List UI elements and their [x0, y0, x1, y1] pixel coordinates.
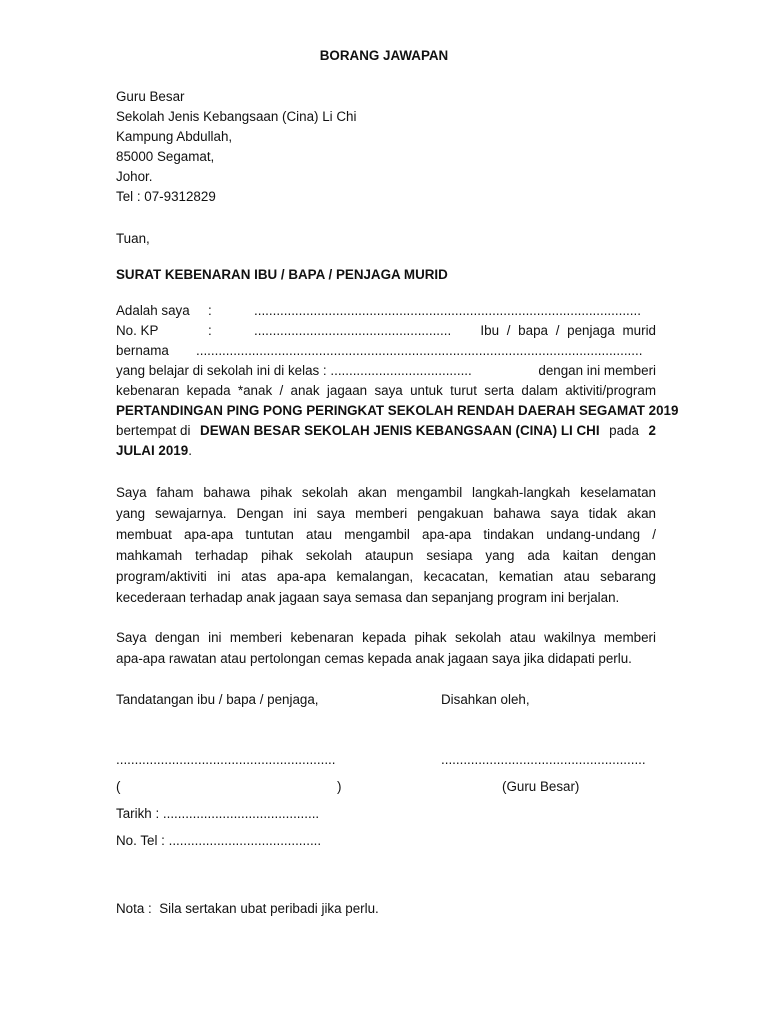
paragraph-line: apa-apa rawatan atau pertolongan cemas kepada anak jagaan saya jika didapati perlu.: [116, 651, 632, 666]
approved-by-label: Disahkan oleh,: [441, 692, 530, 707]
paragraph-line: yang sewajarnya. Dengan ini saya memberi pengakuan bahawa saya tidak akan: [116, 506, 656, 521]
date-row: [116, 442, 192, 460]
address-phone: Tel : 07-9312829: [116, 189, 216, 204]
approver-title: (Guru Besar): [502, 779, 580, 794]
form-title: BORANG JAWAPAN: [319, 48, 449, 63]
kp-label: No. KP: [116, 323, 159, 338]
venue-name: DEWAN BESAR SEKOLAH JENIS KEBANGSAAN (CINA) LI CHI: [200, 423, 600, 438]
note-text: Sila sertakan ubat peribadi jika perlu.: [159, 901, 379, 916]
bernama-field-row: [116, 342, 656, 360]
bernama-label: bernama: [116, 343, 169, 358]
date-prefix: pada: [609, 423, 639, 438]
paragraph-line: mahkamah terhadap pihak sekolah ataupun sesiapa yang ada kaitan dengan: [116, 548, 656, 563]
name-blank: ........................................................................................................: [254, 303, 641, 318]
date-day: 2: [648, 423, 656, 438]
close-paren: ): [337, 779, 342, 794]
period: .: [188, 443, 192, 458]
bernama-blank: ........................................................................................................................: [196, 343, 643, 358]
paragraph-line: membuat apa-apa tuntutan atau mengambil apa-apa tindakan undang-undang /: [116, 527, 656, 542]
address-line: Johor.: [116, 169, 153, 184]
address-line: Sekolah Jenis Kebangsaan (Cina) Li Chi: [116, 109, 357, 124]
address-line: Guru Besar: [116, 89, 185, 104]
parent-signature-blank: ...........................................................: [116, 752, 336, 767]
permission-line: kebenaran kepada *anak / anak jagaan saya untuk turut serta dalam aktiviti/program: [116, 383, 656, 398]
colon: :: [208, 323, 212, 338]
open-paren: (: [116, 779, 121, 794]
class-text: yang belajar di sekolah ini di kelas : ......................................: [116, 363, 472, 378]
class-row: [116, 362, 656, 380]
event-name: PERTANDINGAN PING PONG PERINGKAT SEKOLAH RENDAH DAERAH SEGAMAT 2019: [116, 403, 679, 418]
paragraph-line: Saya faham bahawa pihak sekolah akan mengambil langkah-langkah keselamatan: [116, 485, 656, 500]
note-label: Nota :: [116, 901, 152, 916]
parent-signature-label: Tandatangan ibu / bapa / penjaga,: [116, 692, 319, 707]
paragraph-line: kecederaan terhadap anak jagaan saya semasa dan sepanjang program ini berjalan.: [116, 590, 620, 605]
venue-prefix: bertempat di: [116, 423, 191, 438]
colon: :: [208, 303, 212, 318]
phone-field: No. Tel : .........................................: [116, 833, 322, 848]
salutation: Tuan,: [116, 231, 150, 246]
name-label: Adalah saya: [116, 303, 190, 318]
kp-field-row: [116, 322, 656, 340]
approver-signature-blank: .......................................................: [441, 752, 646, 767]
address-line: Kampung Abdullah,: [116, 129, 233, 144]
address-line: 85000 Segamat,: [116, 149, 215, 164]
note-row: [116, 900, 379, 918]
kp-suffix: Ibu / bapa / penjaga murid: [480, 323, 656, 338]
kp-blank: .....................................................: [254, 323, 452, 338]
date-field: Tarikh : ..........................................: [116, 806, 320, 821]
date-month-year: JULAI 2019: [116, 443, 189, 458]
subject-heading: SURAT KEBENARAN IBU / BAPA / PENJAGA MURID: [116, 267, 448, 282]
name-field-row: [116, 302, 656, 320]
venue-row: [116, 422, 656, 440]
class-suffix: dengan ini memberi: [538, 363, 656, 378]
paragraph-line: program/aktiviti ini atas apa-apa kemalangan, kecacatan, kematian atau sebarang: [116, 569, 656, 584]
paragraph-line: Saya dengan ini memberi kebenaran kepada pihak sekolah atau wakilnya memberi: [116, 630, 656, 645]
